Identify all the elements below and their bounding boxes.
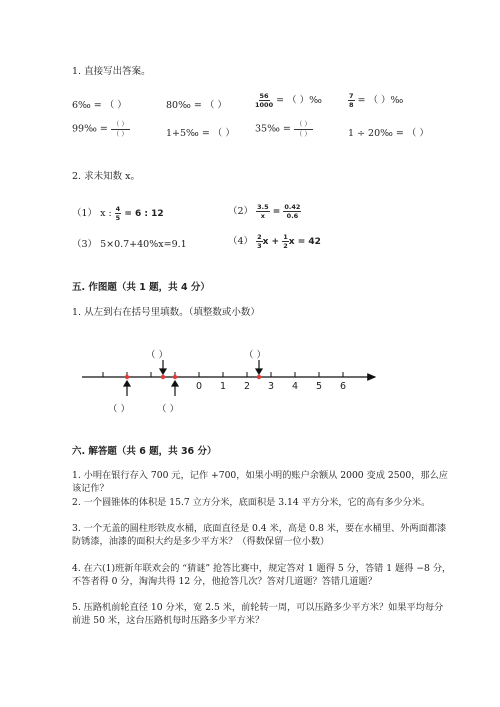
tick-label-6: 6: [340, 381, 347, 392]
q1-r2-a: 99‰ = $\frac{( )}{( )}$: [72, 120, 128, 138]
q2-title: 2. 求未知数 x。: [72, 171, 140, 182]
q1-r1-b: 80‰ = （ ）: [166, 100, 227, 111]
fraction: $\frac{( )}{( )}$: [112, 120, 128, 138]
q1-r2-c: 35‰ = $\frac{( )}{( )}$: [255, 120, 311, 138]
point-a: [125, 375, 129, 379]
q2-eq4: （4） $\frac{2}{3}$ x + $\frac{1}{2}$ x = 42: [228, 232, 321, 250]
answer-paren-a: （ ）: [108, 404, 131, 415]
fraction: $\frac{( )}{( )}$: [295, 120, 311, 138]
tick-label-4: 4: [292, 381, 299, 392]
answer-paren-b: （ ）: [146, 350, 169, 361]
point-c: [173, 375, 177, 379]
fraction: $\frac{7}{8}$: [349, 91, 354, 109]
tick-label-3: 3: [268, 381, 275, 392]
fraction: $\frac{1}{2}$: [283, 232, 288, 250]
fraction: $\frac{0.42}{0.6}$: [284, 202, 301, 220]
problem-3: 3. 一个无盖的圆柱形铁皮水桶，底面直径是 0.4 米，高是 0.8 米，要在水桶里、外两面都漆防锈漆，油漆的面积大约是多少平方米？（得数保留一位小数）: [72, 523, 447, 548]
problem-4: 4. 在六(1)班新年联欢会的 “猜谜” 抢答比赛中，规定答对 1 题得 5 分，答错 1 题得 −8 分，不答者得 0 分，淘淘共得 12 分，他抢答几次？答对几道题？答错几道题？: [72, 563, 452, 588]
tick-label-5: 5: [316, 381, 323, 392]
q1-r1-a: 6‰ = （ ）: [72, 100, 127, 111]
fraction: $\frac{4}{5}$: [115, 204, 121, 222]
point-b: [161, 375, 165, 379]
tick-marks: [103, 372, 343, 377]
section-5-heading: 五. 作图题（共 1 题，共 4 分）: [72, 282, 210, 293]
section-6-heading: 六. 解答题（共 6 题，共 36 分）: [72, 446, 217, 457]
problem-2: 2. 一个圆锥体的体积是 15.7 立方分米，底面积是 3.14 平方分米，它的高有多少分米。: [72, 497, 431, 508]
fraction: $\frac{3.5}{x}$: [257, 202, 269, 220]
sec5-q1: 1. 从左到右在括号里填数。（填整数或小数）: [72, 307, 260, 318]
q1-r1-c: $\frac{56}{1000}$ = （ ）‰: [255, 91, 322, 109]
answer-paren-c: （ ）: [157, 404, 180, 415]
fraction: $\frac{2}{3}$: [257, 232, 262, 250]
q1-r2-b: 1+5‰ = （ ）: [166, 128, 235, 139]
tick-label-0: 0: [196, 381, 203, 392]
q1-title: 1. 直接写出答案。: [72, 66, 151, 77]
point-d: [257, 375, 261, 379]
q2-eq2: （2） $\frac{3.5}{x}$ = $\frac{0.42}{0.6}$: [228, 202, 301, 220]
tick-label-2: 2: [244, 381, 251, 392]
q2-eq3: （3） 5×0.7+40%x=9.1: [72, 239, 187, 250]
q1-r2-d: 1 ÷ 20‰ = （ ）: [348, 128, 429, 139]
q1-r1-d: $\frac{7}{8}$ = （ ）‰: [349, 91, 404, 109]
answer-paren-d: （ ）: [244, 350, 267, 361]
fraction: $\frac{56}{1000}$: [255, 91, 274, 109]
problem-5: 5. 压路机前轮直径 10 分米，宽 2.5 米，前轮转一周，可以压路多少平方米？如果平均每分前进 50 米，这台压路机每时压路多少平方米？: [72, 602, 444, 627]
problem-1: 1. 小明在银行存入 700 元，记作 +700，如果小明的账户余额从 2000 变成 2500，那么应该记作？: [72, 470, 448, 495]
q2-eq1: （1） x : $\frac{4}{5}$ = 6 : 12: [72, 204, 164, 222]
tick-label-1: 1: [220, 381, 227, 392]
